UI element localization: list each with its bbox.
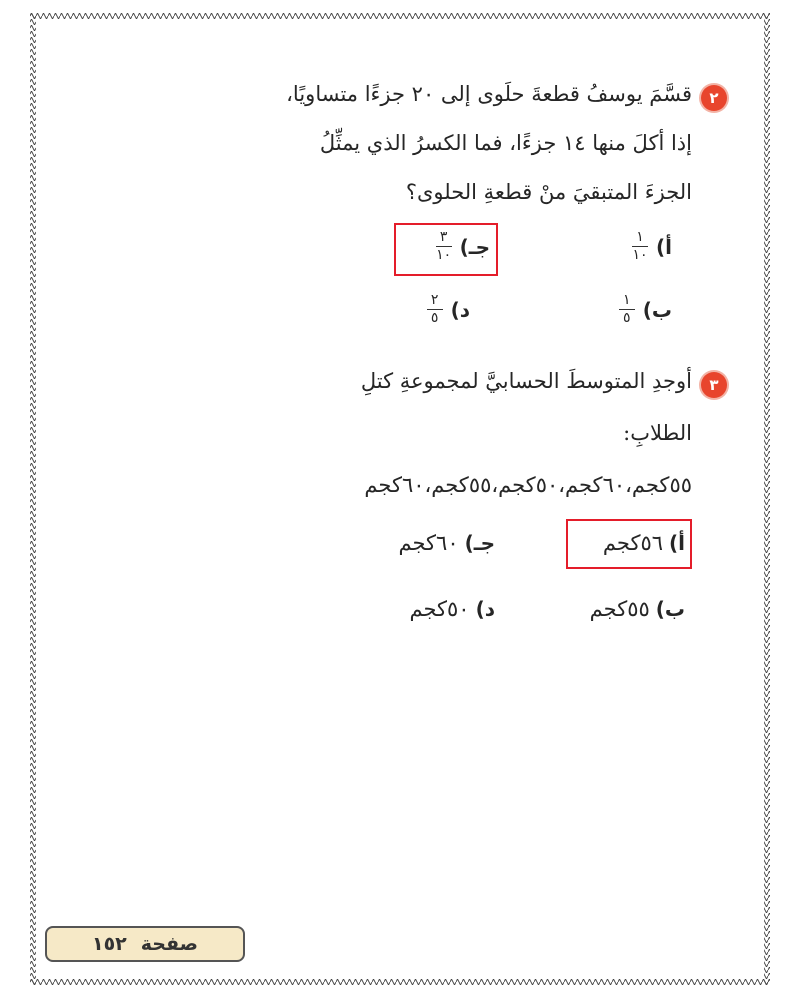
question-2-number: ٢ [709,89,719,107]
q3-option-d-label: د) [475,597,495,621]
q2-option-b-denominator: ٥ [622,310,631,326]
q3-option-a[interactable] [603,531,685,555]
page-number-tab [45,926,245,962]
q2-option-a-numerator: ١ [636,229,644,245]
question-2-line-2: إذا أكلَ منها ١٤ جزءًا، فما الكسرُ الذي يمثِّلُ [319,131,692,155]
q2-option-c-numerator: ٣ [439,229,448,245]
q3-option-c-label: جـ) [464,531,495,555]
q2-option-b-numerator: ١ [622,292,631,308]
question-2-text [240,82,692,222]
question-3-line-1: أوجدِ المتوسطَ الحسابيَّ لمجموعةِ كتلِ [360,369,692,393]
question-2-line-1: قسَّمَ يوسفُ قطعةَ حلَوى إلى ٢٠ جزءًا متساويًا، [286,82,692,106]
q2-option-a-fraction [632,230,648,263]
question-2-line-3: الجزءَ المتبقيَ منْ قطعةِ الحلوى؟ [405,180,692,204]
q2-option-c[interactable] [434,230,490,263]
question-3-line-3: ٥٥كجم،٦٠كجم،٥٠كجم،٥٥كجم،٦٠كجم [364,473,692,497]
question-3-number: ٣ [709,376,719,394]
q3-option-b-value: ٥٥كجم [589,597,650,621]
q2-option-c-denominator: ١٠ [436,247,452,263]
q3-option-a-value: ٥٦كجم [602,531,663,555]
q2-option-a-denominator: ١٠ [632,247,648,263]
q2-option-c-label: جـ) [459,234,490,259]
question-2-number-badge [701,85,727,111]
q2-option-d[interactable] [425,293,470,326]
q3-option-b[interactable] [590,597,685,621]
page-word: صفحة [140,933,199,955]
q3-option-d-value: ٥٠كجم [409,597,470,621]
q3-option-a-label: أ) [669,531,685,555]
q2-option-c-fraction [436,230,452,263]
q2-option-a-label: أ) [656,234,672,259]
q2-option-d-label: د) [450,297,470,322]
question-3-text [240,369,692,509]
question-3-line-2: الطلابِ: [623,421,692,445]
q3-option-c[interactable] [399,531,495,555]
q2-option-b-label: ب) [642,297,672,322]
q2-option-d-denominator: ٥ [430,310,439,326]
q3-option-b-label: ب) [655,597,685,621]
q2-option-a[interactable] [630,230,672,263]
q3-option-d[interactable] [410,597,496,621]
q2-option-d-fraction [427,293,443,326]
question-3-number-badge [701,372,727,398]
q2-option-d-numerator: ٢ [430,292,439,308]
q3-option-c-value: ٦٠كجم [398,531,459,555]
q2-option-b-fraction [619,293,635,326]
q2-option-b[interactable] [617,293,672,326]
page-number: ١٥٢ [91,933,127,955]
